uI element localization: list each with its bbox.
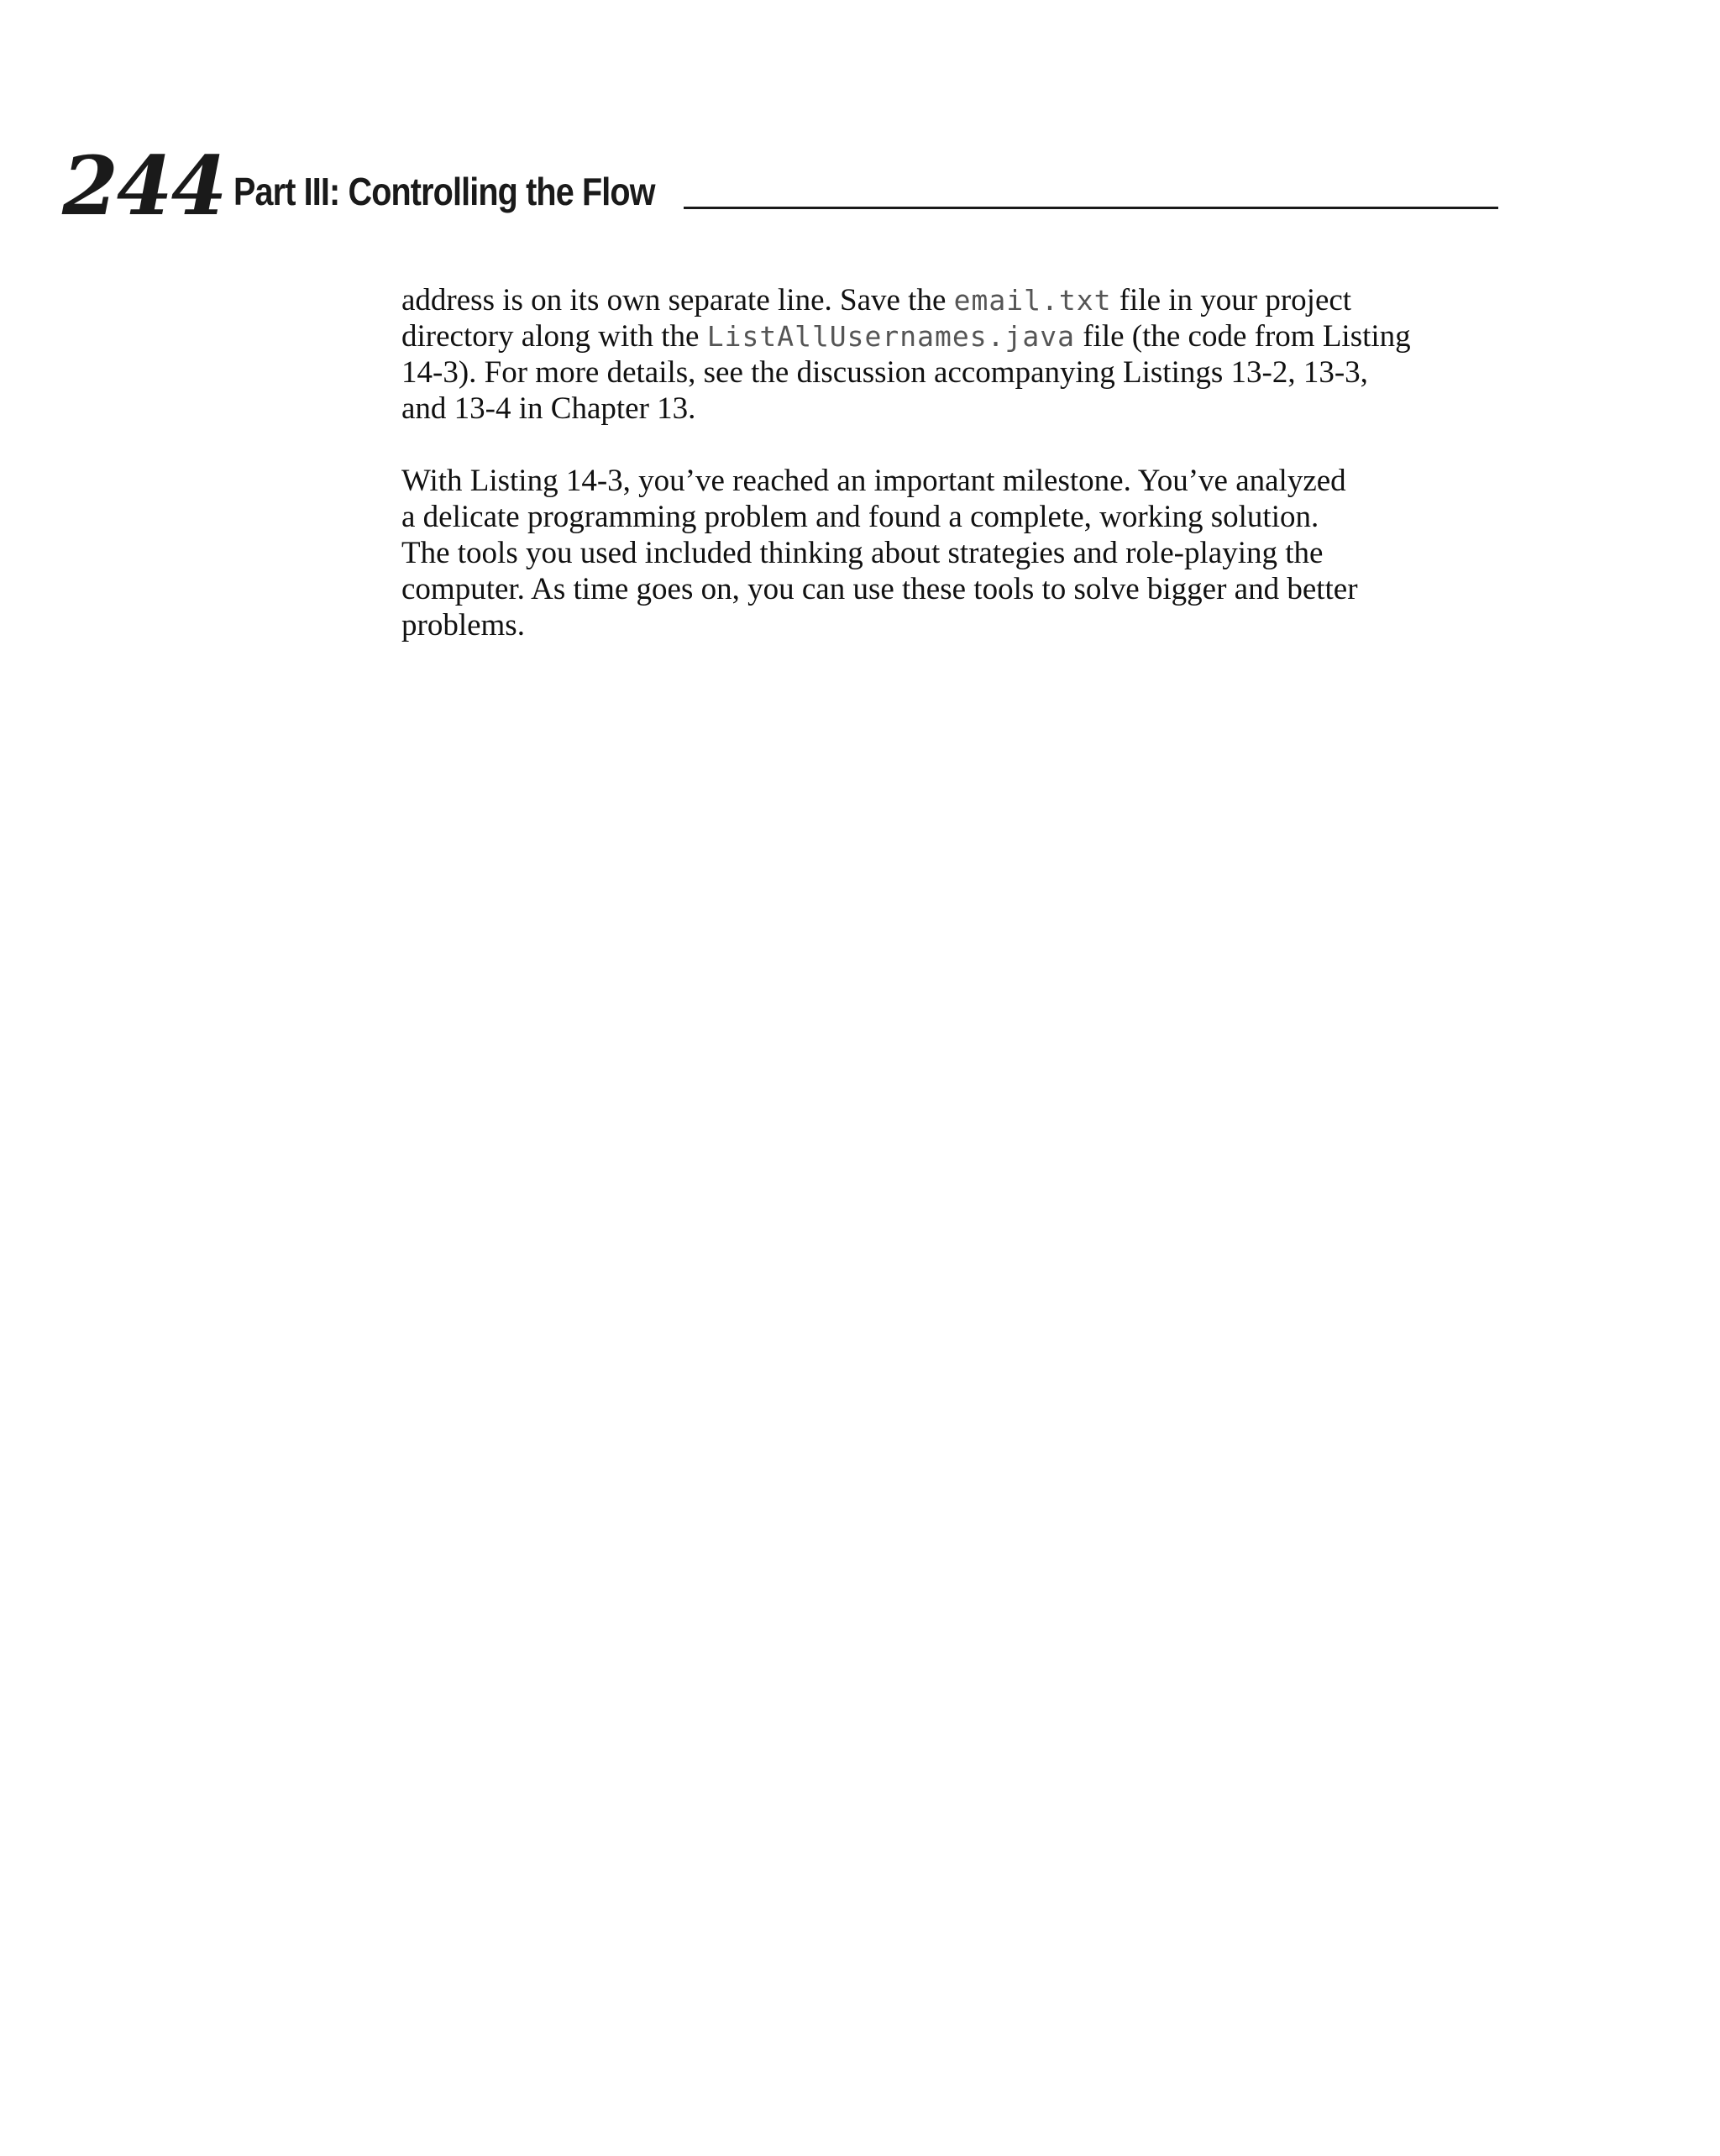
text-line: The tools you used included thinking about strategies and role-playing the — [401, 536, 1324, 570]
header-rule — [684, 207, 1498, 209]
code-filename: email.txt — [953, 284, 1112, 317]
text-line: problems. — [401, 608, 525, 643]
text-run: directory along with the — [401, 319, 707, 354]
text-line — [401, 282, 1502, 318]
text-line: 14-3). For more details, see the discussion accompanying Listings 13-2, 13-3, — [401, 355, 1368, 390]
code-filename: ListAllUsernames.java — [706, 320, 1075, 353]
page-header — [62, 139, 1498, 237]
page-number: 244 — [62, 139, 226, 233]
paragraph-1 — [401, 282, 1502, 427]
text-run: file in your project — [1111, 283, 1352, 317]
text-line: and 13-4 in Chapter 13. — [401, 391, 696, 426]
running-head: Part III: Controlling the Flow — [233, 170, 655, 213]
body-text — [401, 282, 1502, 643]
text-line: With Listing 14-3, you’ve reached an important milestone. You’ve analyzed — [401, 464, 1346, 498]
text-run: file (the code from Listing — [1074, 319, 1411, 354]
text-line: computer. As time goes on, you can use these tools to solve bigger and better — [401, 572, 1358, 606]
paragraph-2 — [401, 463, 1502, 643]
text-run: address is on its own separate line. Save the — [401, 283, 954, 317]
text-line — [401, 318, 1502, 354]
text-line: a delicate programming problem and found a complete, working solution. — [401, 500, 1319, 534]
